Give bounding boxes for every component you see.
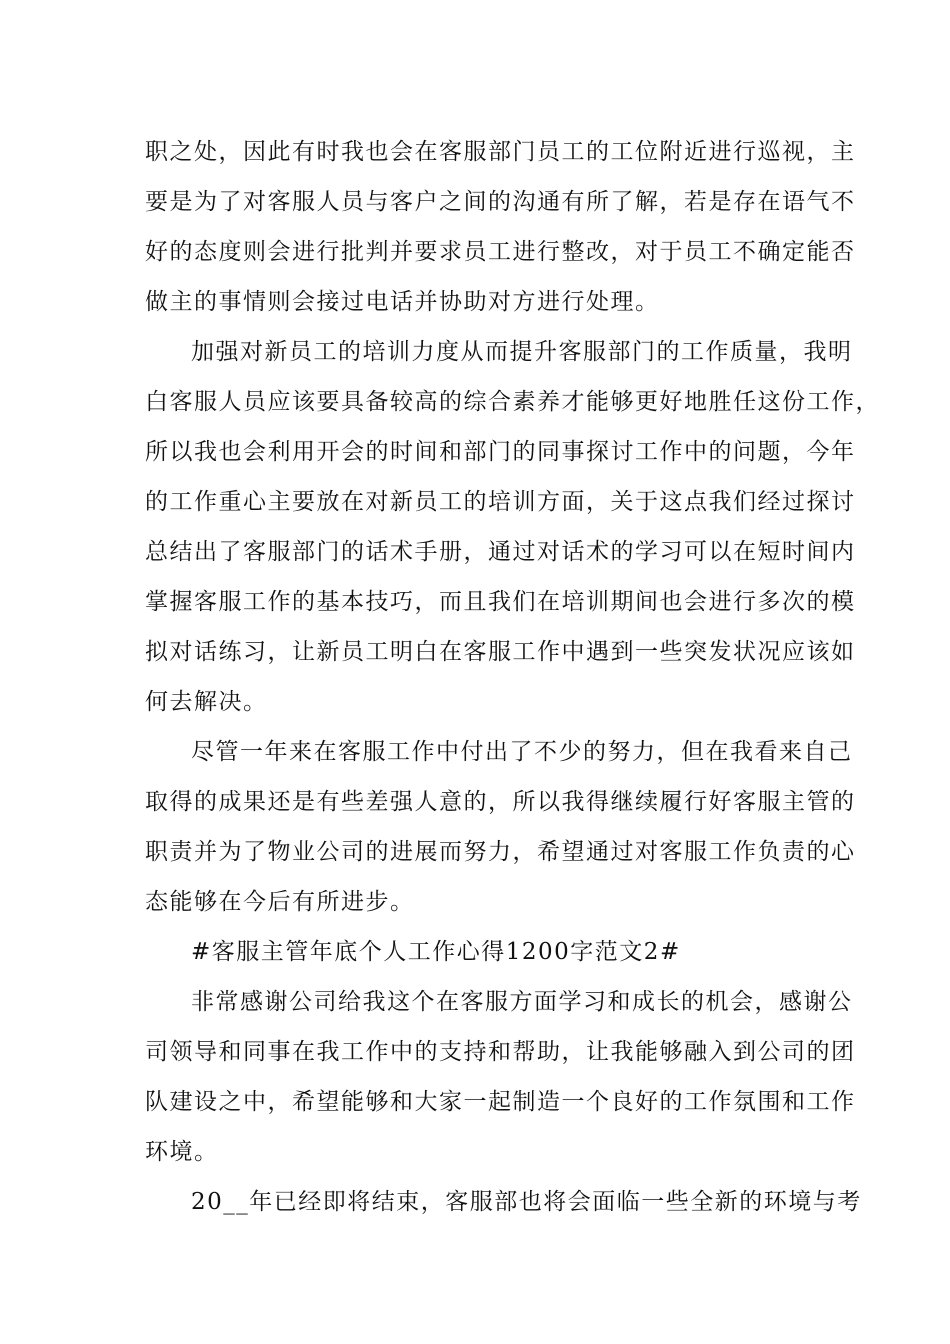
text-line: 做主的事情则会接过电话并协助对方进行处理。 <box>145 289 660 315</box>
text-line: 要是为了对客服人员与客户之间的沟通有所了解，若是存在语气不 <box>145 189 856 215</box>
paragraph-first-line: 尽管一年来在客服工作中付出了不少的努力，但在我看来自己 <box>191 739 853 765</box>
section-heading: #客服主管年底个人工作心得1200字范文2# <box>191 939 681 965</box>
paragraph-first-line: 加强对新员工的培训力度从而提升客服部门的工作质量，我明 <box>191 339 853 365</box>
text-line: 的工作重心主要放在对新员工的培训方面，关于这点我们经过探讨 <box>145 489 856 515</box>
text-line: 取得的成果还是有些差强人意的，所以我得继续履行好客服主管的 <box>145 789 856 815</box>
text-line: 白客服人员应该要具备较高的综合素养才能够更好地胜任这份工作， <box>145 389 880 415</box>
text-line: 好的态度则会进行批判并要求员工进行整改，对于员工不确定能否 <box>145 239 856 265</box>
text-line: 职责并为了物业公司的进展而努力，希望通过对客服工作负责的心 <box>145 839 856 865</box>
text-line: 何去解决。 <box>145 689 268 715</box>
text-line: 总结出了客服部门的话术手册，通过对话术的学习可以在短时间内 <box>145 539 856 565</box>
text-line: 拟对话练习，让新员工明白在客服工作中遇到一些突发状况应该如 <box>145 639 856 665</box>
text-line: 司领导和同事在我工作中的支持和帮助，让我能够融入到公司的团 <box>145 1039 856 1065</box>
text-line: 所以我也会利用开会的时间和部门的同事探讨工作中的问题，今年 <box>145 439 856 465</box>
document-body <box>145 127 880 1227</box>
text-line: 掌握客服工作的基本技巧，而且我们在培训期间也会进行多次的模 <box>145 589 856 615</box>
text-line: 职之处，因此有时我也会在客服部门员工的工位附近进行巡视，主 <box>145 139 856 165</box>
text-line: 态能够在今后有所进步。 <box>145 889 415 915</box>
text-line: 环境。 <box>145 1139 219 1165</box>
paragraph-first-line: 20__年已经即将结束，客服部也将会面临一些全新的环境与考 <box>191 1189 862 1215</box>
text-line: 队建设之中，希望能够和大家一起制造一个良好的工作氛围和工作 <box>145 1089 856 1115</box>
paragraph-first-line: 非常感谢公司给我这个在客服方面学习和成长的机会，感谢公 <box>191 989 853 1015</box>
